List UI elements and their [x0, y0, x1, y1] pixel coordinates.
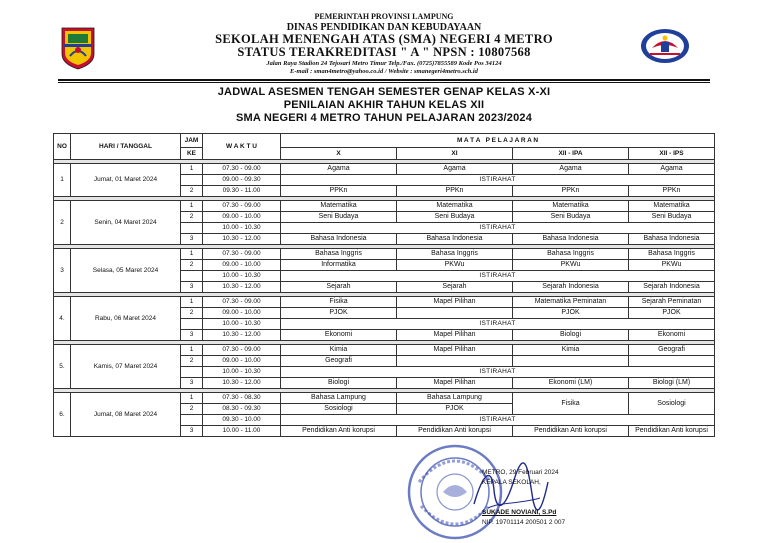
- subject-class-xii-ipa: Seni Budaya: [513, 212, 629, 223]
- day-date: Jumat, 08 Maret 2024: [71, 393, 181, 437]
- break-cell: ISTIRAHAT: [281, 223, 715, 234]
- subject-class-x: Bahasa Lampung: [281, 393, 397, 404]
- subject-class-x: Sejarah: [281, 282, 397, 293]
- subject-class-xi: [397, 308, 513, 319]
- time-slot: 09.00 - 10.00: [203, 356, 281, 367]
- subject-class-xii-ipa: Ekonomi (LM): [513, 378, 629, 389]
- jam-ke: 1: [181, 345, 203, 356]
- subject-class-xii-ipa: Matematika: [513, 201, 629, 212]
- subject-class-xi: Matematika: [397, 201, 513, 212]
- subject-class-x: Pendidikan Anti korupsi: [281, 426, 397, 437]
- subject-class-xii-ipa: Kimia: [513, 345, 629, 356]
- jam-ke: 1: [181, 249, 203, 260]
- subject-class-xii-ips: Sejarah Indonesia: [629, 282, 715, 293]
- document-title: [0, 86, 768, 125]
- subject-class-xii-ipa: [513, 356, 629, 367]
- signature-name: SUKADE NOVIANI, S.Pd: [482, 509, 557, 516]
- subject-class-xii-ips: Seni Budaya: [629, 212, 715, 223]
- break-cell: ISTIRAHAT: [281, 319, 715, 330]
- subject-class-xi: [397, 356, 513, 367]
- subject-class-xii-ips: PPKn: [629, 186, 715, 197]
- time-slot: 10.00 - 10.30: [203, 271, 281, 282]
- time-slot: 07.30 - 09.00: [203, 345, 281, 356]
- jam-ke: 2: [181, 404, 203, 415]
- signature-role: KEPALA SEKOLAH,: [482, 479, 541, 486]
- jam-ke: 3: [181, 378, 203, 389]
- title-line-2: PENILAIAN AKHIR TAHUN KELAS XII: [283, 99, 485, 111]
- subject-class-xi: Pendidikan Anti korupsi: [397, 426, 513, 437]
- header-class-xii-ipa: XII - IPA: [513, 148, 629, 160]
- header-ke: KE: [181, 148, 203, 160]
- jam-ke: [181, 319, 203, 330]
- day-date: Selasa, 05 Maret 2024: [71, 249, 181, 293]
- schedule-body: [54, 160, 715, 437]
- subject-class-x: PPKn: [281, 186, 397, 197]
- letterhead-school-name: SEKOLAH MENENGAH ATAS (SMA) NEGERI 4 METRO: [215, 32, 553, 46]
- subject-class-xi: Mapel Pilihan: [397, 345, 513, 356]
- header-jam: JAM: [181, 134, 203, 148]
- subject-class-xii-ipa: Matematika Peminatan: [513, 297, 629, 308]
- time-slot: 09.00 - 10.00: [203, 260, 281, 271]
- subject-class-x: Kimia: [281, 345, 397, 356]
- subject-class-x: Biologi: [281, 378, 397, 389]
- signature-nip: NIP. 19701114 200501 2 007: [482, 519, 566, 526]
- signature-block: [482, 468, 565, 528]
- subject-class-xii-ipa: Biologi: [513, 330, 629, 341]
- letterhead-address: Jalan Raya Stadion 24 Tejosari Metro Timur Telp./Fax. (0725)7855589 Kode Pos 34124: [266, 60, 502, 67]
- exam-schedule-table: [53, 133, 715, 437]
- time-slot: 09.00 - 10.00: [203, 212, 281, 223]
- subject-class-xi: Mapel Pilihan: [397, 330, 513, 341]
- time-slot: 10.00 - 11.00: [203, 426, 281, 437]
- subject-class-xii-ipa: Pendidikan Anti korupsi: [513, 426, 629, 437]
- subject-class-x: Ekonomi: [281, 330, 397, 341]
- day-date: Senin, 04 Maret 2024: [71, 201, 181, 245]
- time-slot: 08.30 - 09.30: [203, 404, 281, 415]
- subject-class-x: Bahasa Inggris: [281, 249, 397, 260]
- subject-class-xii-ips: Sejarah Peminatan: [629, 297, 715, 308]
- subject-class-xii-ipa: Agama: [513, 164, 629, 175]
- day-number: 3: [54, 249, 71, 293]
- jam-ke: 3: [181, 234, 203, 245]
- subject-class-xii-ips: Biologi (LM): [629, 378, 715, 389]
- jam-ke: 3: [181, 426, 203, 437]
- subject-class-x: PJOK: [281, 308, 397, 319]
- subject-class-x: Fisika: [281, 297, 397, 308]
- table-row: [54, 393, 715, 404]
- subject-class-xii-ips: [629, 356, 715, 367]
- subject-class-xii-ipa: Bahasa Indonesia: [513, 234, 629, 245]
- time-slot: 09.30 - 11.00: [203, 186, 281, 197]
- day-number: 4.: [54, 297, 71, 341]
- day-number: 6.: [54, 393, 71, 437]
- subject-class-xi: PPKn: [397, 186, 513, 197]
- subject-class-xi: PJOK: [397, 404, 513, 415]
- table-row: [54, 164, 715, 175]
- title-line-1: JADWAL ASESMEN TENGAH SEMESTER GENAP KELAS X-XI: [217, 86, 551, 98]
- time-slot: 07.30 - 09.00: [203, 297, 281, 308]
- subject-class-xii-ips: Geografi: [629, 345, 715, 356]
- time-slot: 10.30 - 12.00: [203, 378, 281, 389]
- subject-class-xi: Seni Budaya: [397, 212, 513, 223]
- table-row: [54, 201, 715, 212]
- time-slot: 10.30 - 12.00: [203, 282, 281, 293]
- day-date: Rabu, 06 Maret 2024: [71, 297, 181, 341]
- jam-ke: 1: [181, 297, 203, 308]
- day-number: 5.: [54, 345, 71, 389]
- subject-class-xi: Mapel Pilihan: [397, 378, 513, 389]
- time-slot: 07.30 - 09.00: [203, 201, 281, 212]
- jam-ke: 2: [181, 212, 203, 223]
- time-slot: 07.30 - 09.00: [203, 164, 281, 175]
- jam-ke: 2: [181, 356, 203, 367]
- break-cell: ISTIRAHAT: [281, 175, 715, 186]
- jam-ke: 2: [181, 260, 203, 271]
- jam-ke: [181, 271, 203, 282]
- jam-ke: [181, 367, 203, 378]
- time-slot: 10.00 - 10.30: [203, 319, 281, 330]
- letterhead-rule-thin: [58, 82, 710, 83]
- subject-class-x: Matematika: [281, 201, 397, 212]
- jam-ke: [181, 175, 203, 186]
- subject-class-xii-ipa: PPKn: [513, 186, 629, 197]
- break-cell: ISTIRAHAT: [281, 271, 715, 282]
- jam-ke: 2: [181, 186, 203, 197]
- letterhead-contact: E-mail : sman4metro@yahoo.co.id / Website : smanegeri4metro.sch.id: [290, 68, 478, 75]
- day-date: Kamis, 07 Maret 2024: [71, 345, 181, 389]
- table-row: [54, 297, 715, 308]
- signature-place-date: METRO, 29 Februari 2024: [482, 469, 559, 476]
- subject-class-x: Agama: [281, 164, 397, 175]
- subject-class-xii-ipa: PKWu: [513, 260, 629, 271]
- jam-ke: 1: [181, 201, 203, 212]
- day-number: 2: [54, 201, 71, 245]
- subject-class-xii-ips: Pendidikan Anti korupsi: [629, 426, 715, 437]
- subject-class-xii-ipa: Sejarah Indonesia: [513, 282, 629, 293]
- jam-ke: 3: [181, 282, 203, 293]
- header-subjects: M A T A P E L A J A R A N: [281, 134, 715, 148]
- header-class-xi: XI: [397, 148, 513, 160]
- subject-class-xi: PKWu: [397, 260, 513, 271]
- break-cell: ISTIRAHAT: [281, 415, 715, 426]
- time-slot: 10.30 - 12.00: [203, 234, 281, 245]
- table-row: [54, 345, 715, 356]
- letterhead-rule-thick: [58, 79, 710, 81]
- subject-class-xii-ipa: Fisika: [513, 393, 629, 415]
- subject-class-x: Geografi: [281, 356, 397, 367]
- title-line-3: SMA NEGERI 4 METRO TAHUN PELAJARAN 2023/2024: [235, 112, 533, 124]
- header-day: HARI / TANGGAL: [71, 134, 181, 160]
- subject-class-xii-ips: Ekonomi: [629, 330, 715, 341]
- subject-class-xi: Agama: [397, 164, 513, 175]
- subject-class-xi: Bahasa Indonesia: [397, 234, 513, 245]
- subject-class-xi: Mapel Pilihan: [397, 297, 513, 308]
- time-slot: 09.00 - 09.30: [203, 175, 281, 186]
- time-slot: 10.00 - 10.30: [203, 223, 281, 234]
- header-no: NO: [54, 134, 71, 160]
- jam-ke: [181, 415, 203, 426]
- subject-class-xii-ips: PKWu: [629, 260, 715, 271]
- jam-ke: [181, 223, 203, 234]
- subject-class-xi: Sejarah: [397, 282, 513, 293]
- subject-class-x: Informatika: [281, 260, 397, 271]
- subject-class-xii-ips: Bahasa Indonesia: [629, 234, 715, 245]
- header-time: W A K T U: [203, 134, 281, 160]
- subject-class-x: Seni Budaya: [281, 212, 397, 223]
- jam-ke: 1: [181, 164, 203, 175]
- subject-class-xii-ips: Matematika: [629, 201, 715, 212]
- header-class-xii-ips: XII - IPS: [629, 148, 715, 160]
- header-class-x: X: [281, 148, 397, 160]
- subject-class-xii-ips: Agama: [629, 164, 715, 175]
- subject-class-xii-ips: PJOK: [629, 308, 715, 319]
- subject-class-xii-ipa: Bahasa Inggris: [513, 249, 629, 260]
- letterhead-accreditation: STATUS TERAKREDITASI " A " NPSN : 10807568: [237, 45, 531, 59]
- letterhead-government: PEMERINTAH PROVINSI LAMPUNG: [314, 12, 454, 21]
- subject-class-xii-ips: Bahasa Inggris: [629, 249, 715, 260]
- subject-class-x: Bahasa Indonesia: [281, 234, 397, 245]
- table-row: [54, 249, 715, 260]
- time-slot: 07.30 - 08.30: [203, 393, 281, 404]
- subject-class-xi: Bahasa Lampung: [397, 393, 513, 404]
- jam-ke: 3: [181, 330, 203, 341]
- subject-class-x: Sosiologi: [281, 404, 397, 415]
- jam-ke: 1: [181, 393, 203, 404]
- subject-class-xii-ipa: PJOK: [513, 308, 629, 319]
- time-slot: 09.00 - 10.00: [203, 308, 281, 319]
- subject-class-xii-ips: Sosiologi: [629, 393, 715, 415]
- letterhead-department: DINAS PENDIDIKAN DAN KEBUDAYAAN: [286, 22, 482, 33]
- day-date: Jumat, 01 Maret 2024: [71, 164, 181, 197]
- subject-class-xi: Bahasa Inggris: [397, 249, 513, 260]
- time-slot: 07.30 - 09.00: [203, 249, 281, 260]
- time-slot: 10.30 - 12.00: [203, 330, 281, 341]
- letterhead: [0, 12, 768, 76]
- break-cell: ISTIRAHAT: [281, 367, 715, 378]
- time-slot: 10.00 - 10.30: [203, 367, 281, 378]
- day-number: 1: [54, 164, 71, 197]
- jam-ke: 2: [181, 308, 203, 319]
- time-slot: 09.30 - 10.00: [203, 415, 281, 426]
